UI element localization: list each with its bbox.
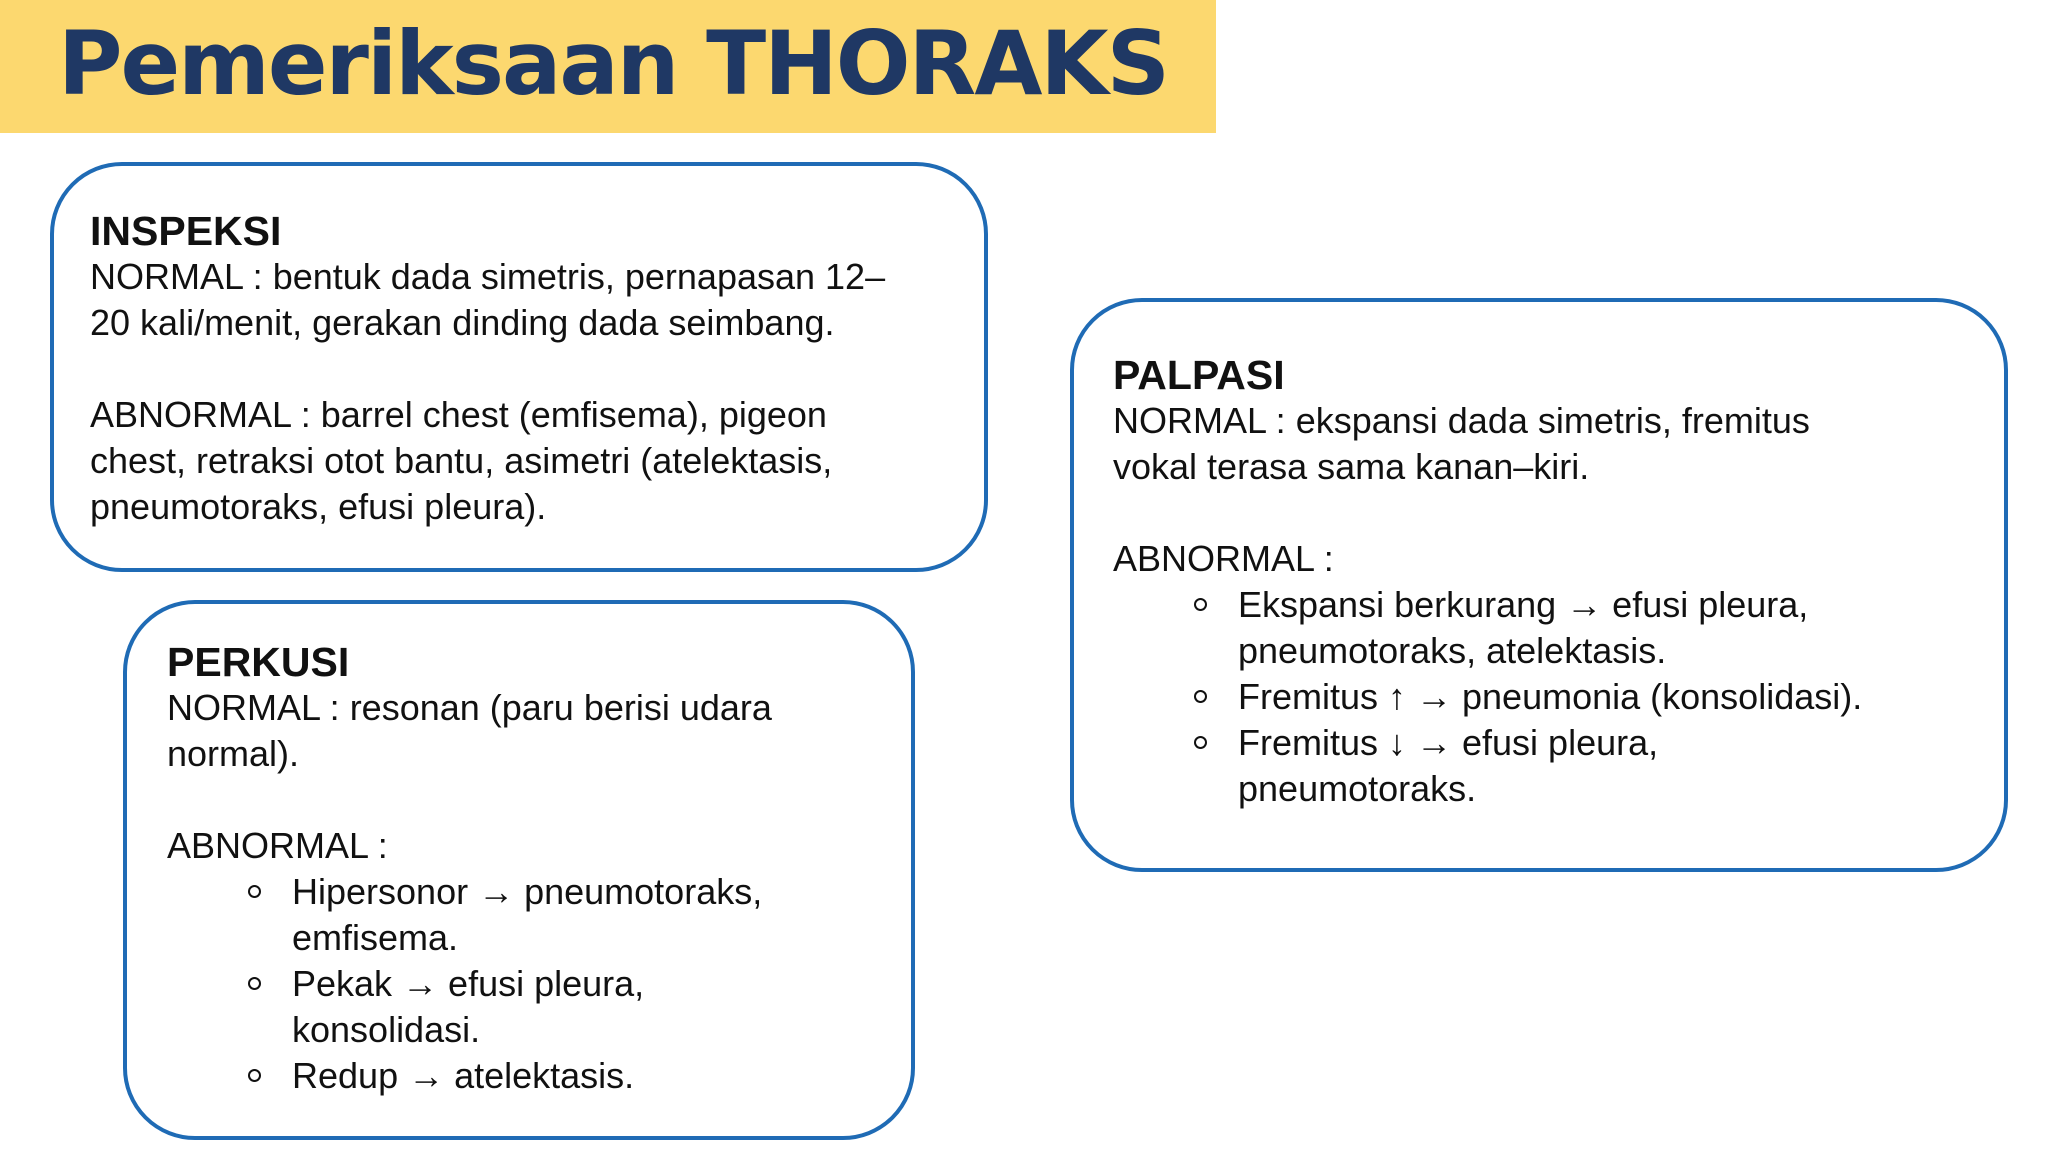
spacer [90,346,970,392]
list-item-line-2: konsolidasi. [292,1009,481,1050]
palpasi-normal-line-1: NORMAL : ekspansi dada simetris, fremitus [1113,400,1810,441]
spacer [1113,490,1993,536]
perkusi-card [123,600,915,1140]
list-item-line-2: pneumotoraks, atelektasis. [1238,630,1667,671]
palpasi-normal-line-2: vokal terasa sama kanan–kiri. [1113,446,1590,487]
slide-title: Pemeriksaan THORAKS [58,12,1168,115]
list-item [1113,674,1993,720]
palpasi-abnormal-list [1113,582,1993,812]
perkusi-heading: PERKUSI [167,639,350,685]
palpasi-content [1113,352,1993,812]
list-item-line-1: Ekspansi berkurang → efusi pleura, [1238,584,1809,625]
inspeksi-normal-line-2: 20 kali/menit, gerakan dinding dada seimbang. [90,302,835,343]
perkusi-normal-line-1: NORMAL : resonan (paru berisi udara [167,687,772,728]
inspeksi-content [90,208,970,530]
inspeksi-normal-line-1: NORMAL : bentuk dada simetris, pernapasan 12– [90,256,886,297]
list-item [167,1053,907,1099]
list-item [1113,582,1993,674]
list-item-line-2: emfisema. [292,917,459,958]
inspeksi-card [50,162,988,572]
hollow-circle-bullet-icon [1194,690,1207,703]
title-banner [0,0,1216,133]
perkusi-content [167,639,907,1099]
hollow-circle-bullet-icon [1194,598,1207,611]
hollow-circle-bullet-icon [1194,736,1207,749]
inspeksi-abnormal-line-3: pneumotoraks, efusi pleura). [90,486,547,527]
palpasi-abnormal-label: ABNORMAL : [1113,538,1334,579]
perkusi-abnormal-list [167,869,907,1099]
list-item [167,869,907,961]
perkusi-abnormal-label: ABNORMAL : [167,825,388,866]
list-item [1113,720,1993,812]
inspeksi-abnormal-line-1: ABNORMAL : barrel chest (emfisema), pigeon [90,394,827,435]
list-item [167,961,907,1053]
inspeksi-heading: INSPEKSI [90,208,282,254]
hollow-circle-bullet-icon [248,885,261,898]
list-item-line-1: Redup → atelektasis. [292,1055,635,1096]
spacer [167,777,907,823]
list-item-line-1: Fremitus ↑ → pneumonia (konsolidasi). [1238,676,1863,717]
inspeksi-abnormal-line-2: chest, retraksi otot bantu, asimetri (atelektasis, [90,440,833,481]
palpasi-card [1070,298,2008,872]
list-item-line-1: Hipersonor → pneumotoraks, [292,871,763,912]
palpasi-heading: PALPASI [1113,352,1285,398]
list-item-line-2: pneumotoraks. [1238,768,1477,809]
perkusi-normal-line-2: normal). [167,733,300,774]
hollow-circle-bullet-icon [248,1069,261,1082]
list-item-line-1: Pekak → efusi pleura, [292,963,645,1004]
list-item-line-1: Fremitus ↓ → efusi pleura, [1238,722,1659,763]
hollow-circle-bullet-icon [248,977,261,990]
